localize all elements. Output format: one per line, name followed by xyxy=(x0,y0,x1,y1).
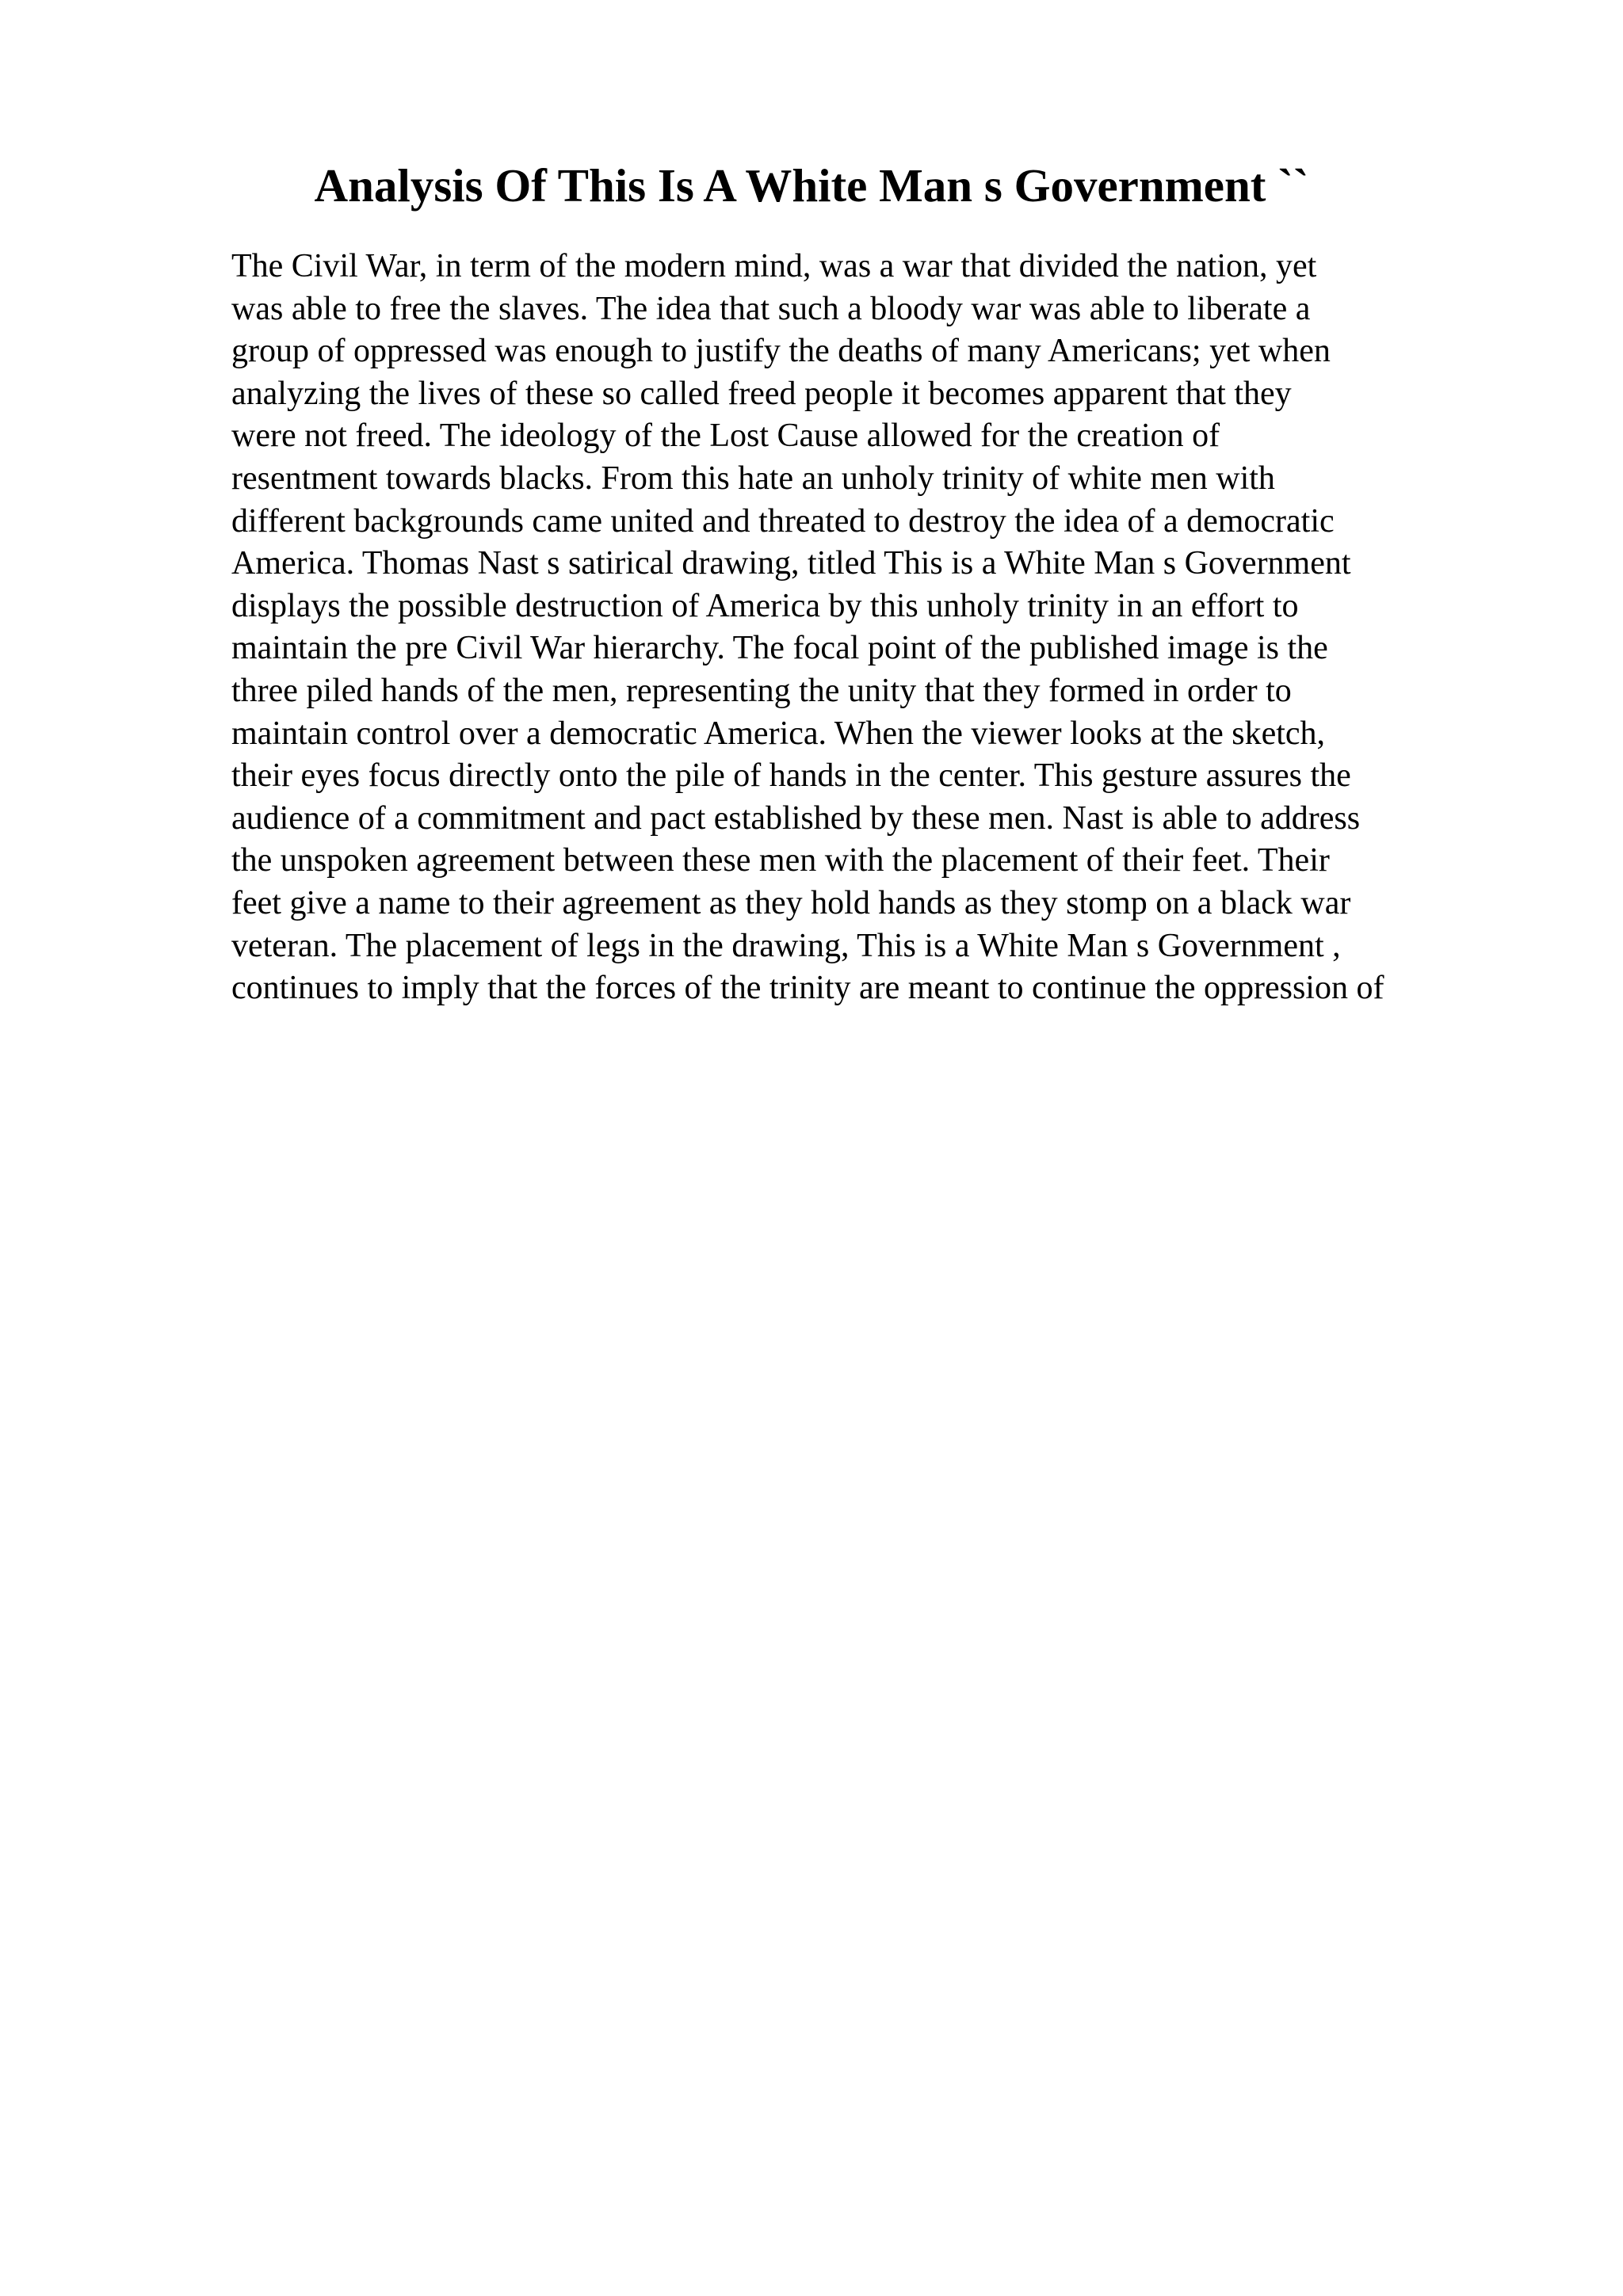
body-line: maintain control over a democratic America. When the viewer looks at the sketch, xyxy=(231,715,1326,752)
body-line: were not freed. The ideology of the Lost Cause allowed for the creation of xyxy=(231,418,1220,455)
body-line: group of oppressed was enough to justify the deaths of many Americans; yet when xyxy=(231,333,1331,370)
body-line: audience of a commitment and pact established by these men. Nast is able to address xyxy=(231,799,1361,837)
body-line: maintain the pre Civil War hierarchy. The focal point of the published image is the xyxy=(231,630,1328,667)
body-line: three piled hands of the men, representing the unity that they formed in order to xyxy=(231,672,1292,709)
body-line: different backgrounds came united and threated to destroy the idea of a democratic xyxy=(231,502,1335,540)
body-line: continues to imply that the forces of the trinity are meant to continue the oppression of xyxy=(231,970,1384,1007)
body-line: America. Thomas Nast s satirical drawing, titled This is a White Man s Government xyxy=(231,545,1351,582)
body-text xyxy=(231,246,1579,1010)
body-line: their eyes focus directly onto the pile of hands in the center. This gesture assures the xyxy=(231,757,1351,795)
body-line: the unspoken agreement between these men with the placement of their feet. Their xyxy=(231,842,1330,879)
body-line: feet give a name to their agreement as they hold hands as they stomp on a black war xyxy=(231,884,1351,921)
body-line: veteran. The placement of legs in the drawing, This is a White Man s Government , xyxy=(231,927,1341,964)
body-line: was able to free the slaves. The idea that such a bloody war was able to liberate a xyxy=(231,290,1311,327)
body-line: resentment towards blacks. From this hate an unholy trinity of white men with xyxy=(231,460,1275,497)
body-line: analyzing the lives of these so called freed people it becomes apparent that they xyxy=(231,375,1292,412)
body-line: displays the possible destruction of America by this unholy trinity in an effort to xyxy=(231,587,1299,624)
body-line: The Civil War, in term of the modern mind, was a war that divided the nation, yet xyxy=(231,248,1317,284)
page-title: Analysis Of This Is A White Man s Government `` xyxy=(314,159,1309,212)
